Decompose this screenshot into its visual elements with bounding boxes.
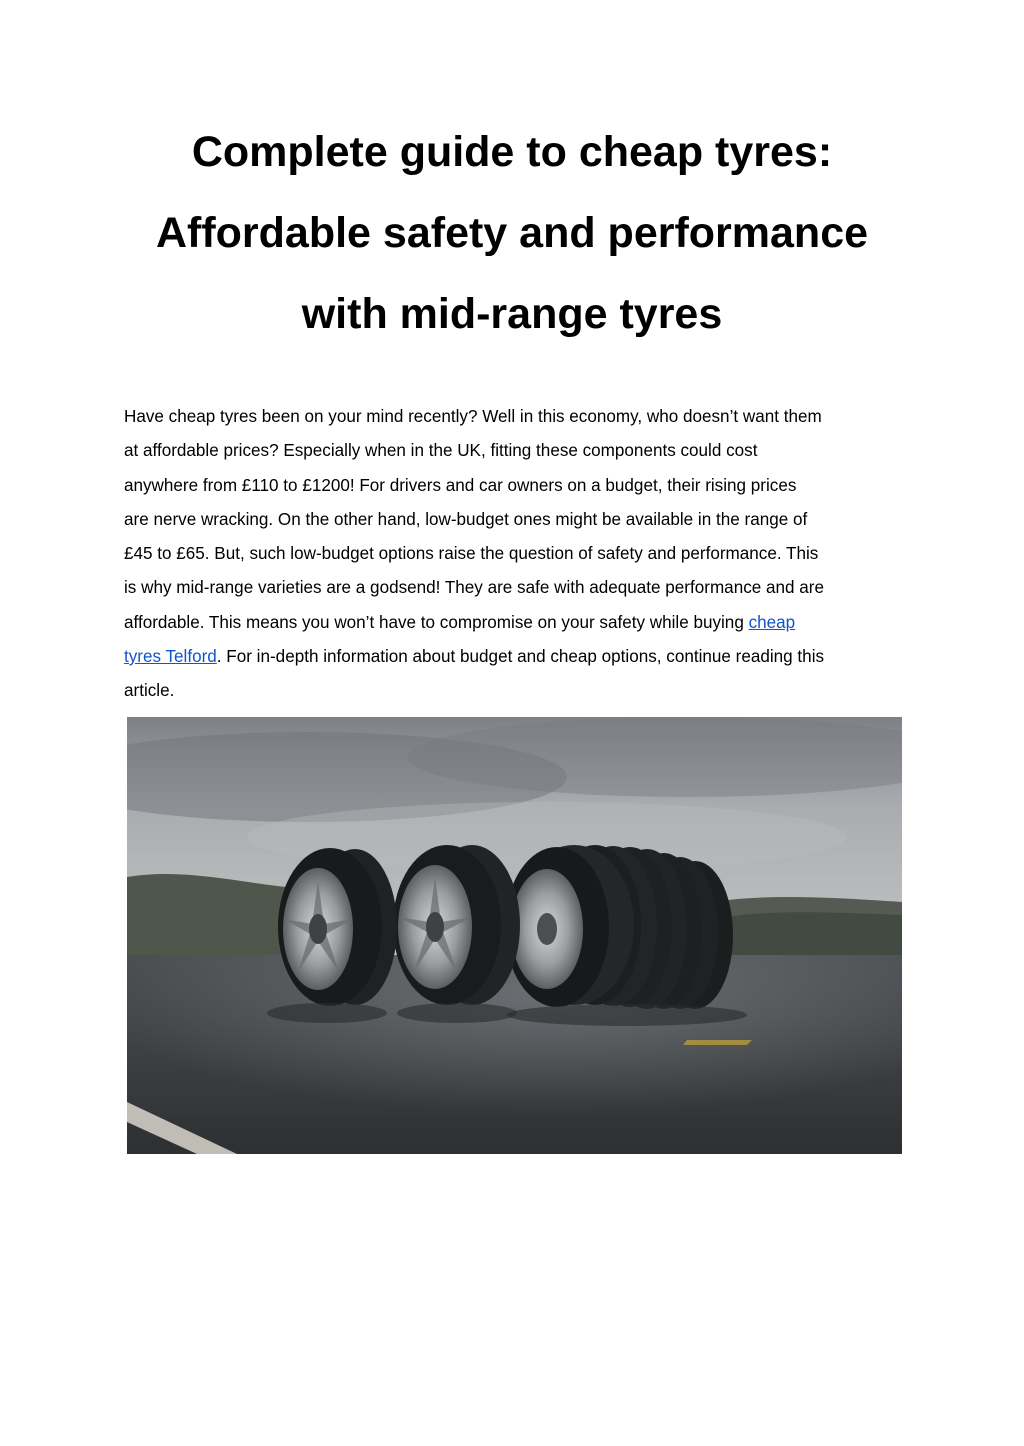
title-line-2: Affordable safety and performance xyxy=(155,209,869,257)
paragraph-line xyxy=(124,606,904,640)
tyre-stack xyxy=(505,845,733,1009)
paragraph-line: are nerve wracking. On the other hand, low-budget ones might be available in the range of xyxy=(124,509,808,529)
paragraph-line: article. xyxy=(124,681,175,701)
intro-paragraph xyxy=(124,400,904,709)
page-title xyxy=(110,112,914,355)
tyre-middle xyxy=(393,845,520,1005)
tyre-front xyxy=(278,848,397,1006)
cheap-tyres-telford-link-continued[interactable]: tyres Telford xyxy=(124,647,217,667)
title-line-1: Complete guide to cheap tyres: xyxy=(191,128,833,176)
paragraph-line: anywhere from £110 to £1200! For drivers and car owners on a budget, their rising prices xyxy=(124,475,797,495)
title-line-3: with mid-range tyres xyxy=(301,290,723,338)
cheap-tyres-telford-link[interactable]: cheap xyxy=(748,612,796,632)
paragraph-line xyxy=(124,640,904,674)
paragraph-line: at affordable prices? Especially when in the UK, fitting these components could cost xyxy=(124,441,758,461)
paragraph-line: Have cheap tyres been on your mind recently? Well in this economy, who doesn’t want them xyxy=(124,407,822,426)
paragraph-line: is why mid-range varieties are a godsend! They are safe with adequate performance and are xyxy=(124,578,824,598)
paragraph-text: . For in-depth information about budget and cheap options, continue reading this xyxy=(216,647,825,667)
tyres-photo xyxy=(127,717,902,1154)
paragraph-line: £45 to £65. But, such low-budget options raise the question of safety and performance. This xyxy=(124,544,819,564)
paragraph-text: affordable. This means you won’t have to compromise on your safety while buying xyxy=(124,612,749,632)
tyres-photo-icon xyxy=(127,717,902,1154)
